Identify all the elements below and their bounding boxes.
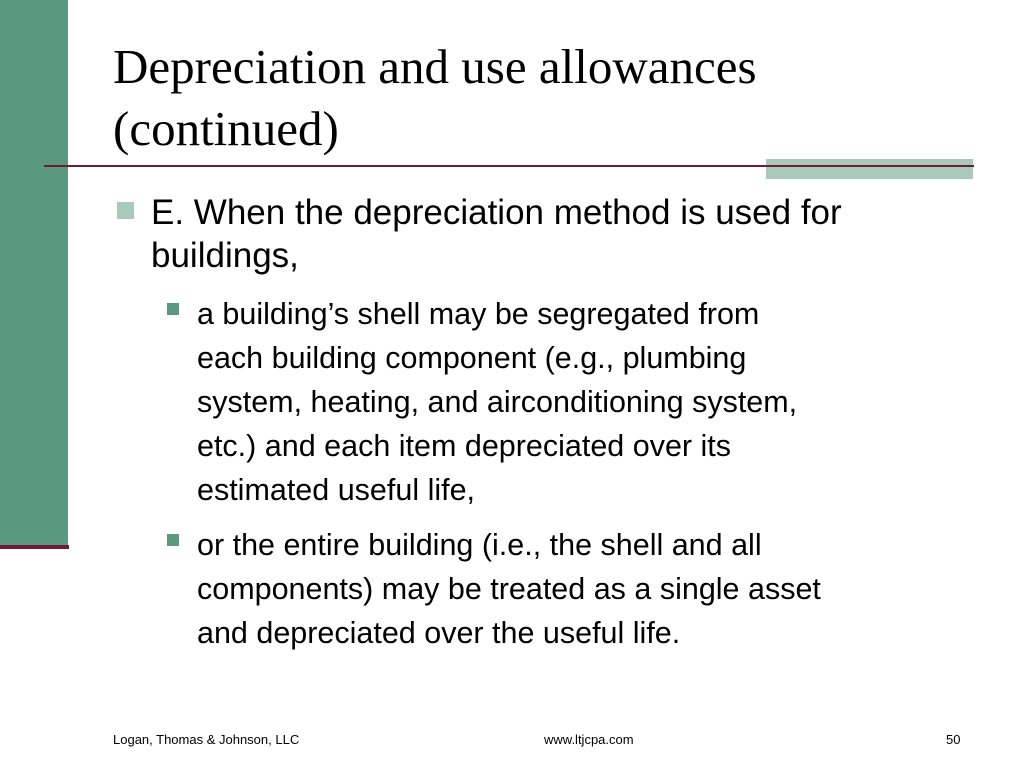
- sub-bullet-line: etc.) and each item depreciated over its: [197, 429, 732, 463]
- sub-bullet-segregated-components: [166, 292, 966, 512]
- sub-bullet-line: each building component (e.g., plumbing: [197, 341, 747, 375]
- footer-website: www.ltjcpa.com: [544, 732, 634, 747]
- footer-page-number: 50: [946, 732, 961, 747]
- sub-bullet-single-asset: [166, 523, 966, 655]
- square-bullet-icon: [167, 303, 179, 315]
- sub-bullet-line: system, heating, and airconditioning system,: [197, 385, 798, 419]
- title-accent-stripe: [766, 165, 973, 167]
- side-bar-rule: [0, 545, 69, 549]
- sub-bullet-line: components) may be treated as a single asset: [197, 572, 821, 606]
- footer-company: Logan, Thomas & Johnson, LLC: [113, 732, 300, 747]
- slide-title-line-1: Depreciation and use allowances: [113, 39, 757, 94]
- slide-title-line-2: (continued): [113, 101, 339, 156]
- sub-bullet-text: [197, 292, 966, 512]
- slide-title: [113, 36, 993, 160]
- square-bullet-icon: [167, 534, 179, 546]
- sub-bullet-text: [197, 523, 966, 655]
- sub-bullet-line: a building’s shell may be segregated from: [197, 297, 760, 331]
- title-accent-band: [766, 159, 973, 179]
- main-bullet-line-2: buildings,: [151, 236, 299, 275]
- square-bullet-icon: [117, 202, 134, 219]
- main-bullet-line-1: E. When the depreciation method is used for: [151, 193, 842, 232]
- main-bullet: [113, 191, 973, 277]
- main-bullet-text: [151, 191, 973, 277]
- sub-bullet-line: estimated useful life,: [197, 473, 476, 507]
- side-accent-bar: [0, 0, 68, 546]
- sub-bullet-line: and depreciated over the useful life.: [197, 616, 681, 650]
- sub-bullet-line: or the entire building (i.e., the shell and all: [197, 528, 762, 562]
